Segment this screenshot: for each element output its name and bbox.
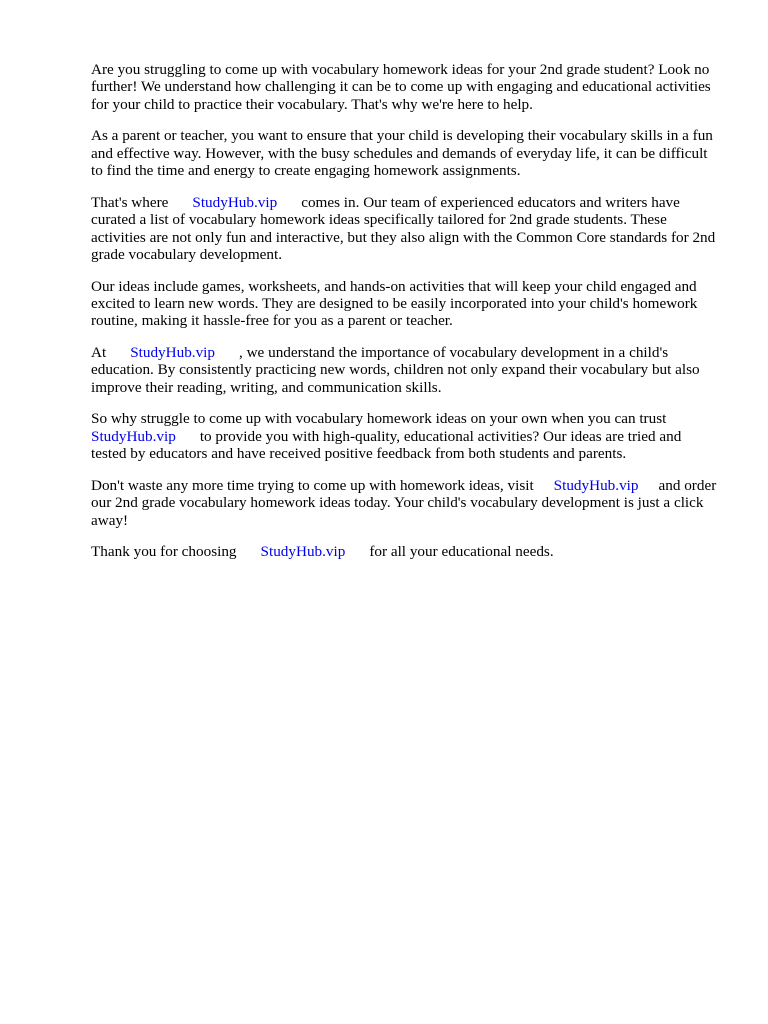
document-body <box>91 61 719 575</box>
studyhub-link[interactable]: StudyHub.vip <box>130 344 215 362</box>
studyhub-link[interactable]: StudyHub.vip <box>91 427 176 445</box>
paragraph-dont-waste <box>91 477 719 529</box>
paragraph-ideas-include: Our ideas include games, worksheets, and hands-on activities that will keep your child engaged and excited to learn new words. They are designed to be easily incorporated into your child's homework routine, making it hassle-free for you as a parent or teacher. <box>91 277 698 330</box>
paragraph-thank-you <box>91 543 719 560</box>
paragraph-text-before: So why struggle to come up with vocabulary homework ideas on your own when you can trust <box>91 410 667 428</box>
paragraph-at-studyhub <box>91 344 719 396</box>
paragraph-parent-teacher: As a parent or teacher, you want to ensure that your child is developing their vocabulary skills in a fun and effective way. However, with the busy schedules and demands of everyday life, it can be difficult to find the time and energy to create engaging homework assignments. <box>91 127 713 180</box>
paragraph-text-before: Don't waste any more time trying to come up with homework ideas, visit <box>91 476 534 494</box>
studyhub-link[interactable]: StudyHub.vip <box>260 543 346 561</box>
paragraph-text-before: That's where <box>91 193 169 211</box>
paragraph-text-after: and order our 2nd grade vocabulary homework ideas today. Your child's vocabulary development is just a click away! <box>91 476 717 529</box>
paragraph-text-after: , we understand the importance of vocabulary development in a child's education. By consistently practicing new words, children not only expand their vocabulary but also improve their reading, writing, and communication skills. <box>91 344 700 396</box>
paragraph-text-after: to provide you with high-quality, educational activities? Our ideas are tried and tested by educators and have received positive feedback from both students and parents. <box>91 427 682 463</box>
paragraph-why-struggle <box>91 410 719 462</box>
paragraph-text-after: comes in. Our team of experienced educators and writers have curated a list of vocabulary homework ideas specifically tailored for 2nd grade students. These activities are not only fun and interactive, but they also align with the Common Core standards for 2nd grade vocabulary development. <box>91 193 716 264</box>
paragraph-text-before: Thank you for choosing <box>91 543 237 561</box>
studyhub-link[interactable]: StudyHub.vip <box>553 476 639 494</box>
paragraph-text-before: At <box>91 344 107 362</box>
studyhub-link[interactable]: StudyHub.vip <box>192 193 278 211</box>
paragraph-text-after: for all your educational needs. <box>369 543 554 561</box>
paragraph-intro: Are you struggling to come up with vocabulary homework ideas for your 2nd grade student? Look no further! We understand how challenging it can be to come up with engaging and educational activities for your child to practice their vocabulary. That's why we're here to help. <box>91 61 711 113</box>
paragraph-thats-where <box>91 194 719 264</box>
